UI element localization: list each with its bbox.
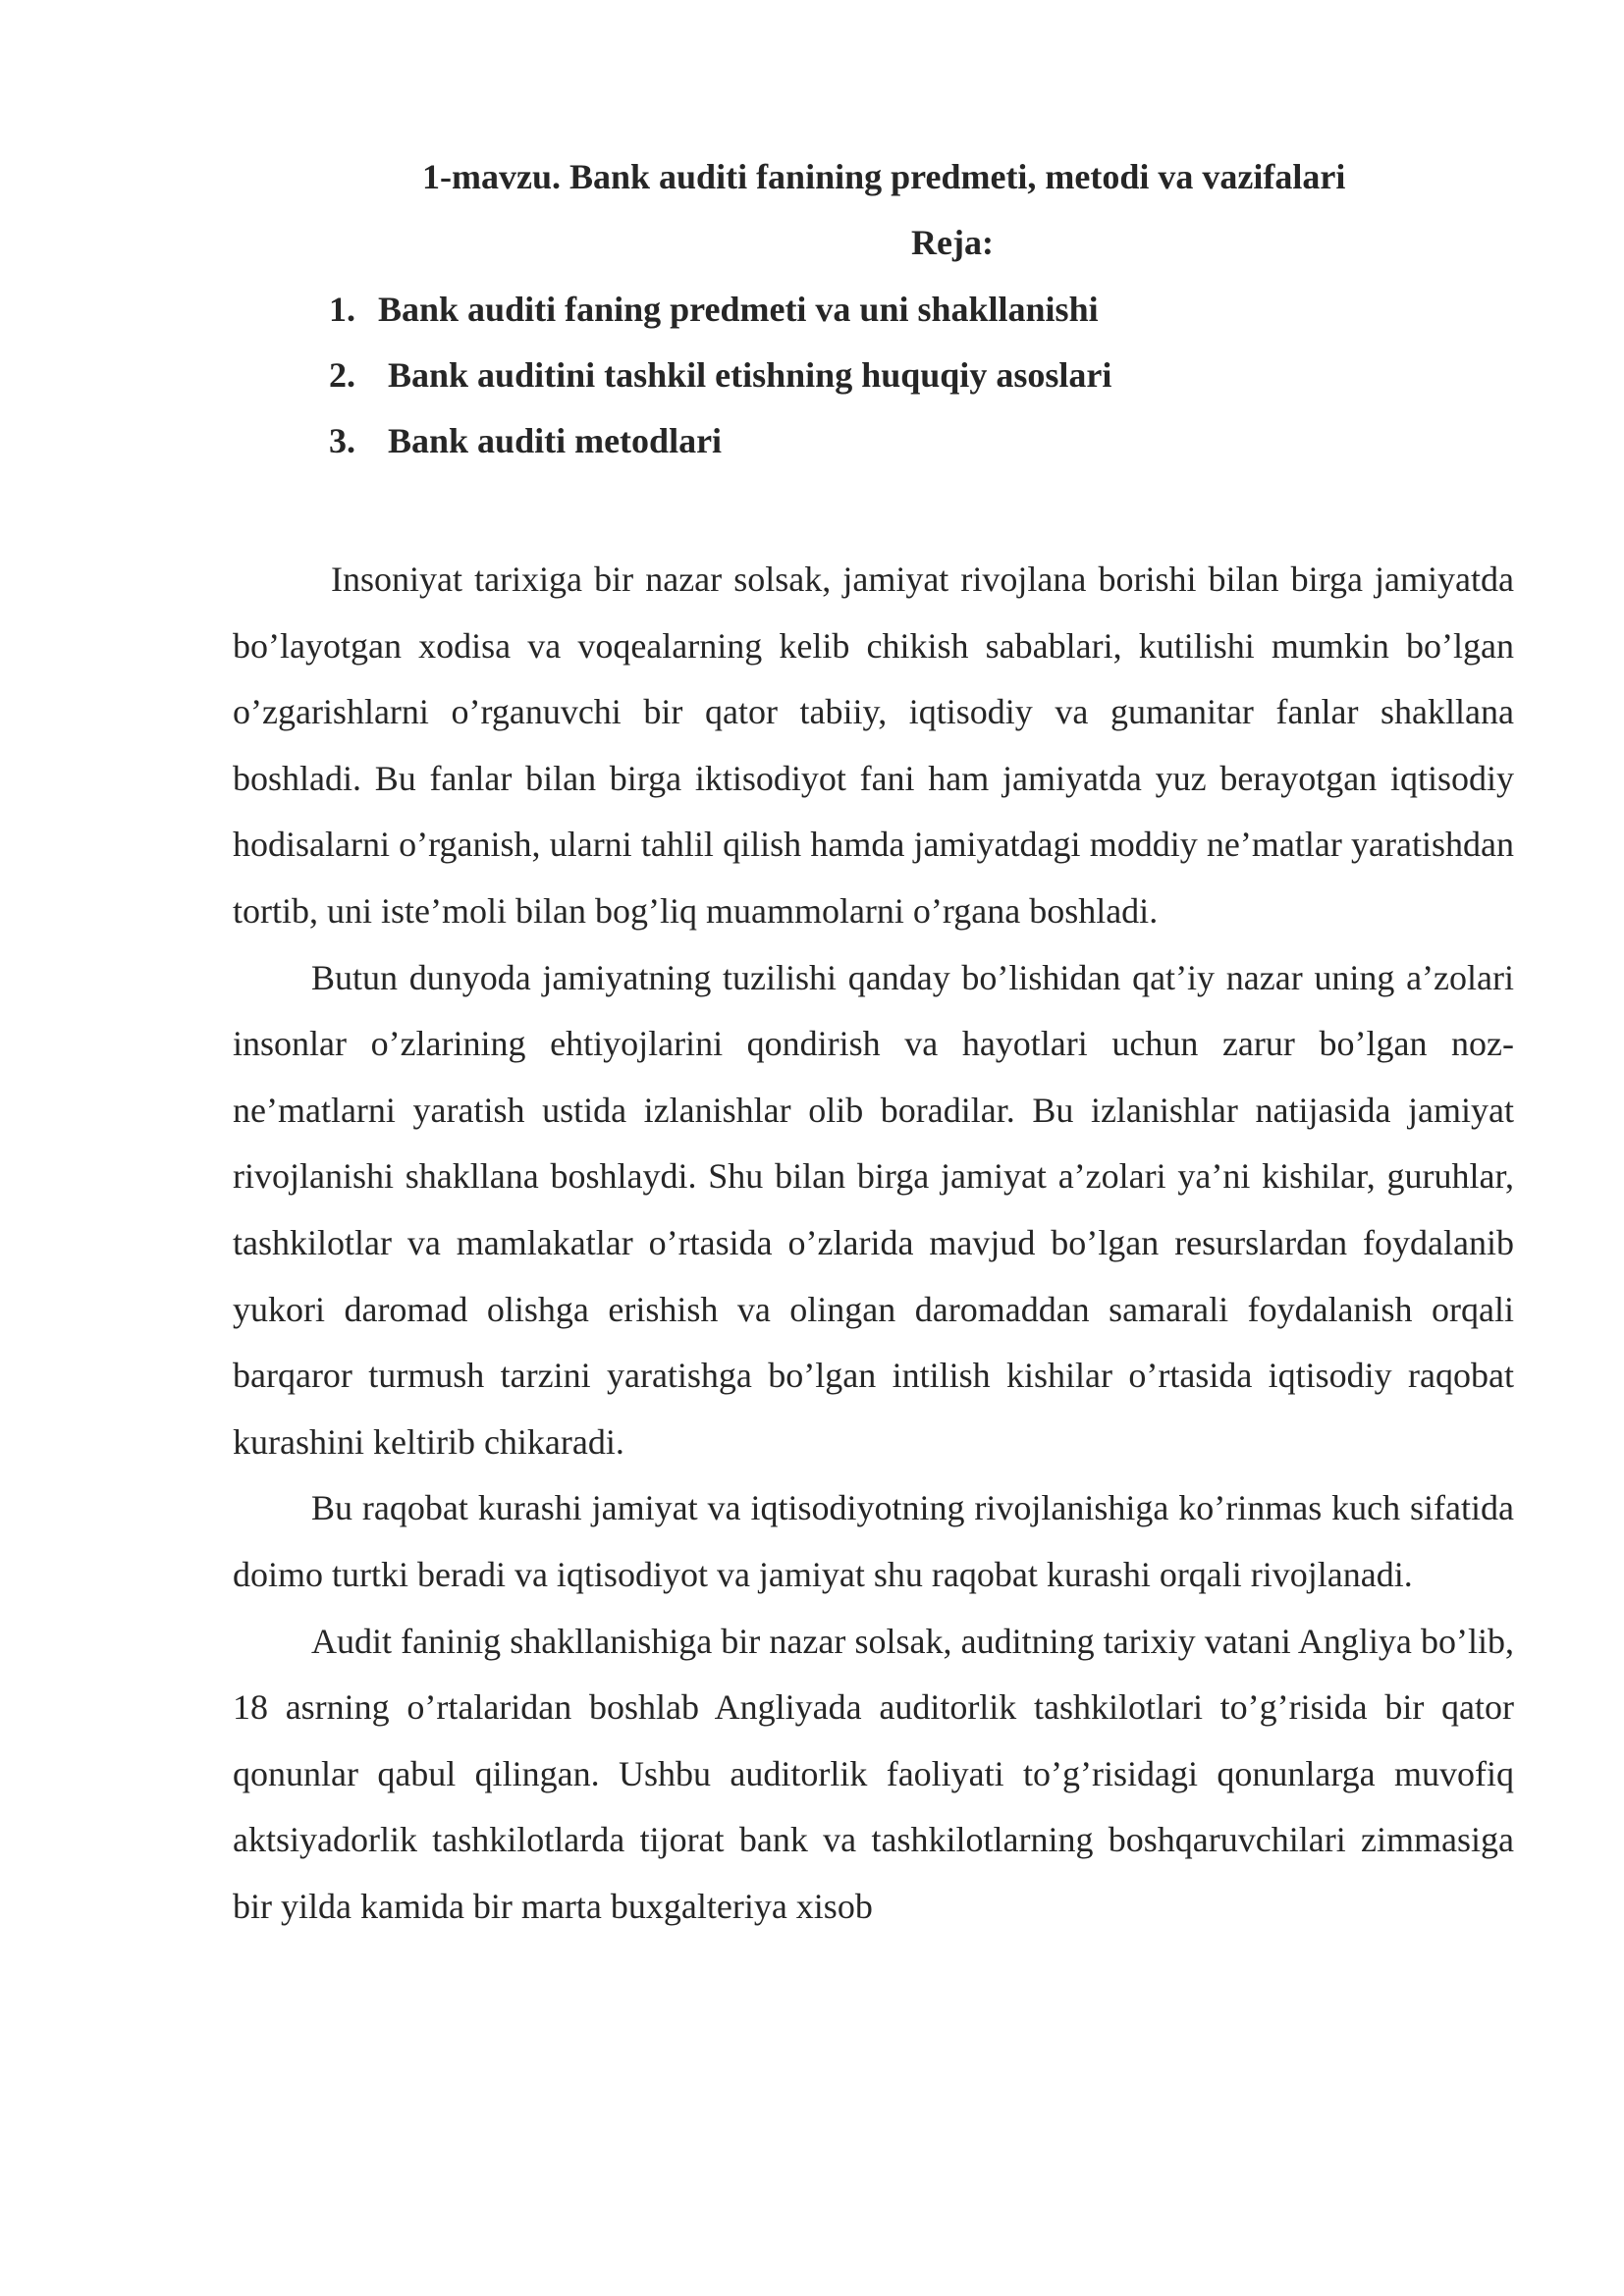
document-title: 1-mavzu. Bank auditi fanining predmeti, metodi va vazifalari (422, 157, 1346, 196)
paragraph: Butun dunyoda jamiyatning tuzilishi qanday bo’lishidan qat’iy nazar uning a’zolari insonlar o’zlarining ehtiyojlarini qondirish va hayotlari uchun zarur bo’lgan noz-ne’matlarni yaratish ustida izlanishlar olib boradilar. Bu izlanishlar natijasida jamiyat rivojlanishi shakllana boshlaydi. Shu bilan birga jamiyat a’zolari ya’ni kishilar, guruhlar, tashkilotlar va mamlakatlar o’rtasida o’zlarida mavjud bo’lgan resurslardan foydalanib yukori daromad olishga erishish va olingan daromaddan samarali foydalanish orqali barqaror turmush tarzini yaratishga bo’lgan intilish kishilar o’rtasida iqtisodiy raqobat kurashini keltirib chikaradi. (233, 957, 1514, 1462)
paragraph: Bu raqobat kurashi jamiyat va iqtisodiyotning rivojlanishiga ko’rinmas kuch sifatida doimo turtki beradi va iqtisodiyot va jamiyat shu raqobat kurashi orqali rivojlanadi. (233, 1488, 1514, 1594)
paragraph: Audit faninig shakllanishiga bir nazar solsak, auditning tarixiy vatani Angliya bo’lib, 18 asrning o’rtalaridan boshlab Angliyada auditorlik tashkilotlari to’g’risida bir qator qonunlar qabul qilingan. Ushbu auditorlik faoliyati to’g’risidagi qonunlarga muvofiq aktsiyadorlik tashkilotlarda tijorat bank va tashkilotlarning boshqaruvchilari zimmasiga bir yilda kamida bir marta buxgalteriya xisob (233, 1621, 1514, 1926)
plan-item-number: 3. (329, 421, 355, 460)
plan-item-number: 2. (329, 355, 355, 395)
paragraph: Insoniyat tarixiga bir nazar solsak, jamiyat rivojlana borishi bilan birga jamiyatda bo’layotgan xodisa va voqealarning kelib chikish sabablari, kutilishi mumkin bo’lgan o’zgarishlarni o’rganuvchi bir qator tabiiy, iqtisodiy va gumanitar fanlar shakllana boshladi. Bu fanlar bilan birga iktisodiyot fani ham jamiyatda yuz berayotgan iqtisodiy hodisalarni o’rganish, ularni tahlil qilish hamda jamiyatdagi moddiy ne’matlar yaratishdan tortib, uni iste’moli bilan bog’liq muammolarni o’rgana boshladi. (233, 560, 1514, 931)
plan-heading: Reja: (911, 223, 994, 262)
plan-list (329, 285, 1111, 482)
plan-item (329, 416, 1111, 482)
plan-item-text: Bank auditini tashkil etishning huquqiy asoslari (388, 355, 1112, 395)
plan-item-number: 1. (329, 290, 355, 329)
plan-item-text: Bank auditi faning predmeti va uni shakllanishi (378, 290, 1099, 329)
body-text (233, 547, 1514, 1940)
plan-item (329, 285, 1111, 350)
plan-item (329, 350, 1111, 416)
plan-item-text: Bank auditi metodlari (388, 421, 723, 460)
